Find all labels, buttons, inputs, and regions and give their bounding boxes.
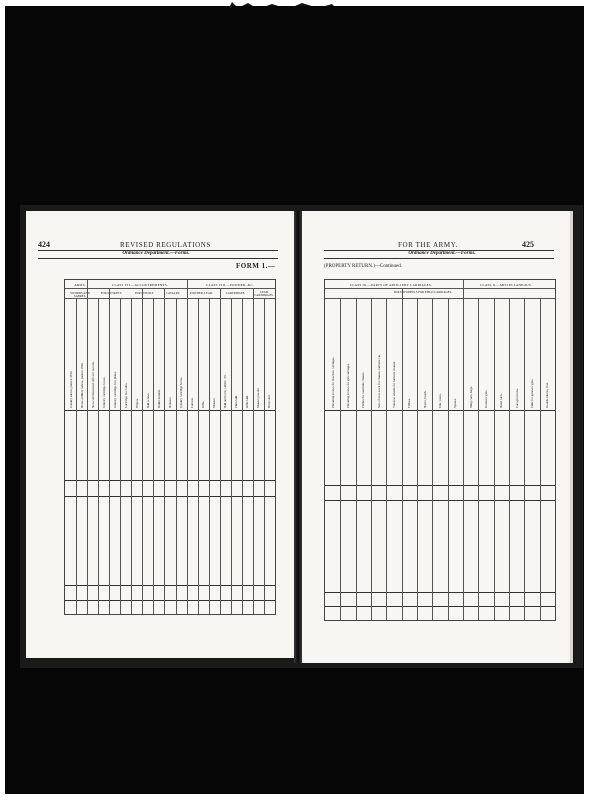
class-header: CLASS IX.—PARTS OF ARTILLERY CARRIAGES.: [349, 283, 433, 287]
column-label: Bullet moulds.: [156, 389, 161, 408]
table-rule: [325, 288, 555, 289]
column-rule: [448, 298, 449, 620]
column-rule: [494, 298, 495, 620]
column-label: Pole yokes.: [438, 393, 442, 408]
running-head: FOR THE ARMY.: [398, 241, 458, 249]
column-rule: [131, 298, 132, 614]
column-label: Ball and buck, calibre .69.: [223, 374, 228, 408]
column-rule: [76, 298, 77, 614]
column-rule: [540, 298, 541, 620]
running-head: REVISED REGULATIONS: [120, 241, 211, 249]
column-label: Infantry cartridge boxes.: [101, 376, 106, 408]
table-rule: [65, 410, 275, 411]
column-label: Pintles for casemate chassis.: [361, 371, 366, 408]
column-label: Ball screws.: [145, 392, 150, 408]
column-label: Sets of iron-work for chassis, barbette car.: [376, 354, 381, 408]
column-label: Pulls for gunners' gins.: [530, 378, 534, 408]
table-rule: [325, 298, 555, 299]
class-header: CLASS VIII.—POWDER, &C.: [206, 283, 254, 287]
book-gutter: [294, 211, 302, 663]
table-band-rule: [325, 500, 555, 501]
subhead-rule: [324, 258, 554, 259]
table-rule: [65, 298, 275, 299]
column-label: Felloes.: [407, 397, 412, 408]
column-rule: [142, 288, 143, 614]
return-table: [64, 279, 276, 615]
sub-header: SWORDS AND SABRES.: [70, 291, 90, 299]
column-label: Spokes.: [453, 397, 458, 408]
column-label: Musket powder.: [256, 387, 261, 408]
column-label: Rifle ball.: [245, 395, 250, 408]
column-label: Horse artillery sabres, pattern 1840.: [79, 362, 84, 408]
sub-header: CARTRIDGES.: [225, 291, 246, 295]
column-rule: [164, 288, 165, 614]
column-rule: [432, 298, 433, 620]
sub-header: POWDER, LEAD.: [190, 291, 213, 295]
column-label: Elevating screws for howitzer carriages.: [330, 356, 335, 408]
column-rule: [176, 298, 177, 614]
subhead-rule: [38, 258, 278, 259]
page-mark: ˙: [402, 647, 403, 651]
column-rule: [120, 298, 121, 614]
continued-label: (PROPERTY RETURN.)—Continued.: [324, 264, 402, 269]
column-label: Cartridge box belts.: [123, 382, 128, 408]
table-rule: [65, 288, 275, 289]
sub-header: ROUND WHEELS FOR FIELD CARRIAGES.: [394, 290, 452, 294]
column-rule: [524, 298, 525, 620]
table-band-rule: [65, 600, 275, 601]
column-rule: [220, 288, 221, 614]
column-rule: [253, 288, 254, 614]
sub-header: LEAD CARTRIDGES.: [254, 290, 274, 298]
table-band-rule: [325, 606, 555, 607]
column-label: Rifle.: [201, 400, 206, 408]
column-rule: [402, 288, 403, 620]
column-rule: [209, 298, 210, 614]
column-label: Musket.: [212, 397, 217, 408]
page-edge: [570, 211, 573, 663]
column-label: Holsters.: [168, 396, 172, 408]
column-rule: [340, 298, 341, 620]
column-rule: [198, 298, 199, 614]
column-rule: [509, 298, 510, 620]
page-number: 424: [38, 240, 50, 249]
column-label: Cannon.: [190, 397, 195, 408]
subhead: Ordnance Department.—Forms.: [122, 251, 190, 256]
column-label: Buck shot.: [267, 394, 272, 408]
column-label: Hand carts.: [499, 393, 504, 408]
column-rule: [187, 280, 188, 614]
column-label: Infantry cartridge box plates.: [112, 371, 117, 408]
right-page: [302, 211, 573, 663]
column-label: Cart-gin trucks.: [514, 387, 519, 408]
form-label: FORM 1.—: [236, 262, 276, 270]
class-header: ARMS.: [74, 283, 86, 287]
column-rule: [87, 280, 88, 614]
table-band-rule: [65, 496, 275, 497]
column-label: Gunners' gins.: [484, 389, 488, 408]
table-band-rule: [65, 585, 275, 586]
page-number: 425: [522, 240, 534, 249]
column-label: Cavalry cartridge boxes.: [179, 376, 184, 408]
column-rule: [478, 298, 479, 620]
sub-header: FOR MUSKETS.: [100, 291, 123, 295]
left-page: [26, 211, 294, 658]
sub-header: FOR PISTOLS.: [134, 291, 155, 295]
column-label: Sling carts, large.: [468, 385, 473, 408]
column-label: Plain ball.: [234, 395, 239, 408]
class-header: CLASS X.—MISCELLANEOUS.: [480, 283, 532, 287]
column-rule: [98, 298, 99, 614]
column-rule: [109, 288, 110, 614]
table-rule: [325, 410, 555, 411]
column-rule: [264, 298, 265, 614]
column-rule: [231, 298, 232, 614]
sub-header: CAVALRY.: [166, 291, 180, 295]
column-rule: [153, 298, 154, 614]
column-label: Non-commissioned officers' swords.: [90, 361, 95, 408]
column-rule: [356, 298, 357, 620]
column-rule: [371, 298, 372, 620]
column-label: Cavalry sabres, pattern 1840.: [68, 370, 73, 408]
class-header: CLASS VII.—ACCOUTREMENTS.: [112, 283, 168, 287]
column-label: Double blocks, iron.: [545, 381, 550, 408]
return-table: [324, 279, 556, 621]
column-rule: [386, 298, 387, 620]
column-label: Elevating screws for gun carriages.: [346, 363, 350, 408]
column-rule: [463, 280, 464, 620]
column-rule: [417, 298, 418, 620]
table-band-rule: [325, 485, 555, 486]
column-label: Traverse wheels for barbette chassis.: [392, 361, 396, 408]
column-label: Naves, heads.: [422, 390, 427, 408]
table-band-rule: [65, 480, 275, 481]
column-rule: [242, 298, 243, 614]
table-band-rule: [325, 592, 555, 593]
column-label: Wipers.: [134, 398, 139, 408]
subhead: Ordnance Department.—Forms.: [408, 251, 476, 256]
